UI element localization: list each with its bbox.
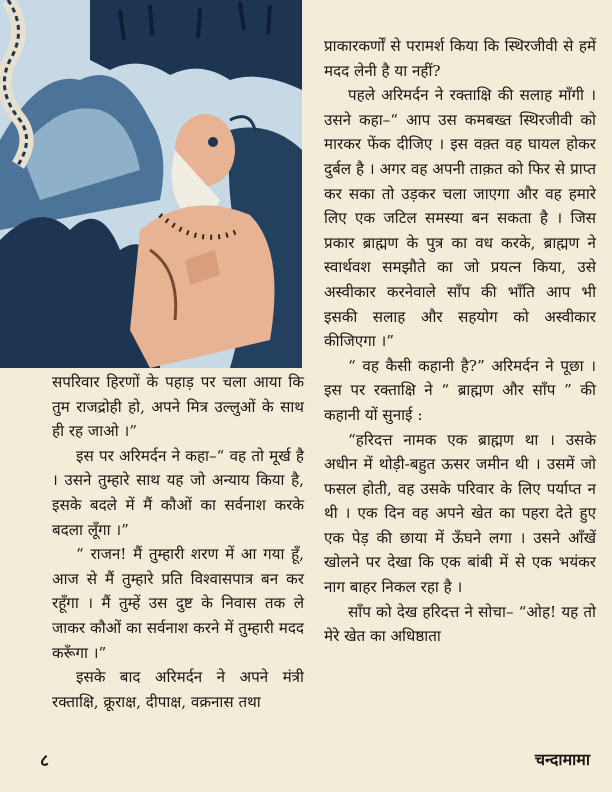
paragraph: साँप को देख हरिदत्त ने सोचा– “ओह! यह तो मेरे खेत का अधिष्ठाता bbox=[324, 602, 596, 646]
paragraph: इस पर अरिमर्दन ने कहा–“ वह तो मूर्ख है । उसने तुम्हारे साथ यह जो अन्याय किया है, इसके बदले में मैं कौओं का सर्वनाश करके बदला लूँगा ।” bbox=[52, 446, 304, 539]
paragraph: “ वह कैसी कहानी है?” अरिमर्दन ने पूछा । इस पर रक्ताक्षि ने “ ब्राह्मण और साँप ” की कहानी यों सुनाई : bbox=[324, 356, 596, 424]
magazine-name: चन्दामामा bbox=[534, 750, 590, 769]
text-column-left bbox=[52, 370, 304, 714]
paragraph: “हरिदत्त नामक एक ब्राह्मण था । उसके अधीन में थोड़ी-बहुत ऊसर जमीन थी । उसमें जो फसल होती, वह उसके परिवार के लिए पर्याप्त न थी । एक दिन वह अपने खेत का पहरा देते हुए एक पेड़ की छाया में ऊँघने लगा । उसने आँखें खोलने पर देखा कि एक बांबी में से एक भयंकर नाग बाहर निकल रहा है । bbox=[324, 430, 596, 597]
paragraph: प्राकारकर्णों से परामर्श किया कि स्थिरजीवी से हमें मदद लेनी है या नहीं? bbox=[324, 37, 596, 80]
paragraph: इसके बाद अरिमर्दन ने अपने मंत्री रक्ताक्षि, क्रूराक्ष, दीपाक्ष, वक्रनास तथा bbox=[52, 668, 304, 711]
rishi-and-serpent-icon bbox=[0, 0, 302, 368]
paragraph: “ राजन! मैं तुम्हारी शरण में आ गया हूँ, आज से मैं तुम्हारे प्रति विश्वासपात्र बन कर रहूँगा । मैं तुम्हें उस दुष्ट के निवास तक ले जाकर कौओं का सर्वनाश करने में तुम्हारी मदद करूँगा ।” bbox=[52, 545, 304, 662]
page-number: ८ bbox=[40, 751, 49, 771]
paragraph: पहले अरिमर्दन ने रक्ताक्षि की सलाह माँगी । उसने कहा–“ आप उस कमबख्त स्थिरजीवी को मारकर फेंक दीजिए । इस वक़्त वह घायल होकर दुर्बल है । अगर वह अपनी ताक़त को फिर से प्राप्त कर सका तो उड़कर चला जाएगा और वह हमारे लिए एक जटिल समस्या बन सकता है । जिस प्रकार ब्राह्मण के पुत्र का वध करके, ब्राह्मण ने स्वार्थवश समझौते का जो प्रयत्न किया, उसे अस्वीकार करनेवाले साँप की भाँति आप भी इसकी सलाह और सहयोग को अस्वीकार कीजिएगा ।” bbox=[324, 86, 596, 351]
paragraph: सपरिवार हिरणों के पहाड़ पर चला आया कि तुम राजद्रोही हो, अपने मित्र उल्लुओं के साथ ही रह जाओ ।” bbox=[52, 373, 304, 441]
text-column-right bbox=[324, 34, 596, 649]
story-illustration bbox=[0, 0, 302, 368]
